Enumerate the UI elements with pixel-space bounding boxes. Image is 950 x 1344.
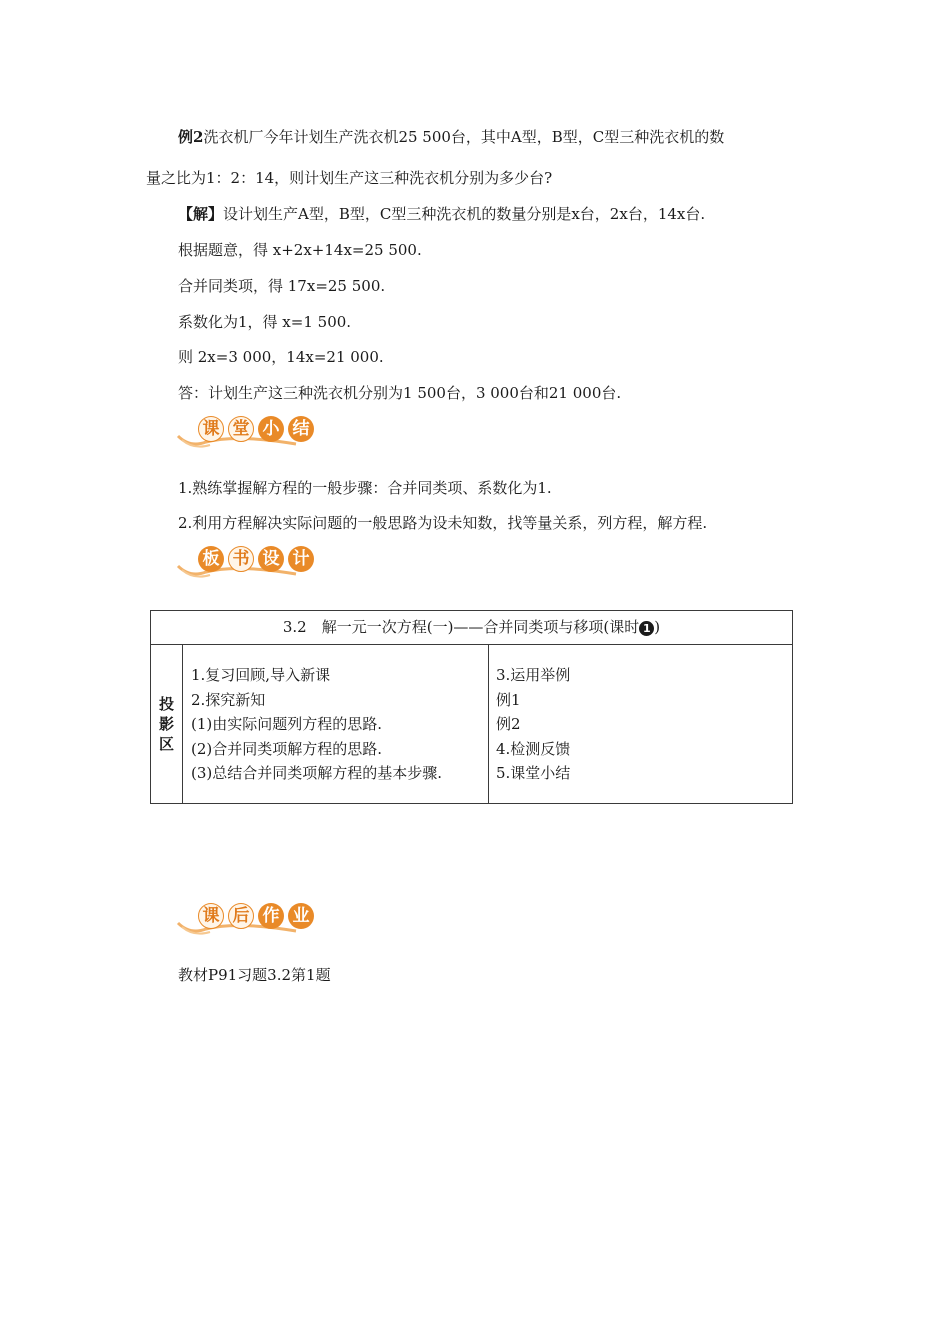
- board-left-item: (3)总结合并同类项解方程的基本步骤.: [191, 764, 443, 783]
- summary-item1: 1.熟练掌握解方程的一般步骤：合并同类项、系数化为1.: [178, 479, 552, 497]
- homework-banner-char: 作: [258, 903, 284, 929]
- board-banner-char: 书: [228, 546, 254, 572]
- board-left-item: (1)由实际问题列方程的思路.: [191, 715, 383, 734]
- summary-banner-char: 结: [288, 416, 314, 442]
- board-title-end: ): [654, 618, 661, 636]
- solution-answer: 答：计划生产这三种洗衣机分别为1 500台，3 000台和21 000台.: [178, 384, 622, 402]
- board-banner-char: 计: [288, 546, 314, 572]
- board-right-item: 例2: [496, 715, 521, 734]
- side-label-char: 投: [158, 694, 174, 713]
- board-design-table: [150, 610, 793, 804]
- summary-banner-char: 堂: [228, 416, 254, 442]
- board-banner-char: 设: [258, 546, 284, 572]
- solution-line5: 则 2x=3 000，14x=21 000.: [178, 348, 384, 366]
- board-left-item: 1.复习回顾,导入新课: [191, 666, 331, 684]
- projection-area-label: [151, 644, 183, 803]
- board-banner: [176, 544, 316, 584]
- board-left-item: (2)合并同类项解方程的思路.: [191, 739, 383, 758]
- lesson-number-badge: 1: [639, 621, 654, 636]
- column-divider: [488, 644, 489, 803]
- board-left-column: [191, 663, 442, 786]
- board-right-item: 例1: [496, 690, 521, 709]
- example2-line1: [178, 127, 724, 147]
- board-right-item: 3.运用举例: [496, 666, 571, 684]
- board-right-item: 5.课堂小结: [496, 764, 571, 783]
- solution-line1: [178, 204, 705, 224]
- board-right-column: [496, 663, 570, 786]
- summary-banner: [176, 414, 316, 454]
- board-title: [151, 611, 792, 645]
- board-banner-char: 板: [198, 546, 224, 572]
- board-right-item: 4.检测反馈: [496, 739, 571, 758]
- summary-banner-char: 课: [198, 416, 224, 442]
- solution-line2: 根据题意，得 x+2x+14x=25 500.: [178, 241, 422, 259]
- solution-text1: 设计划生产A型，B型，C型三种洗衣机的数量分别是x台，2x台，14x台.: [223, 205, 706, 223]
- homework-text: 教材P91习题3.2第1题: [178, 966, 331, 984]
- example2-label: 例2: [178, 128, 204, 146]
- board-left-item: 2.探究新知: [191, 690, 266, 709]
- summary-item2: 2.利用方程解决实际问题的一般思路为设未知数，找等量关系，列方程，解方程.: [178, 514, 708, 532]
- summary-banner-char: 小: [258, 416, 284, 442]
- example2-text1: 洗衣机厂今年计划生产洗衣机25 500台，其中A型，B型，C型三种洗衣机的数: [203, 128, 725, 146]
- solution-line4: 系数化为1，得 x=1 500.: [178, 313, 352, 331]
- solution-label: 【解】: [178, 205, 224, 223]
- homework-banner-char: 课: [198, 903, 224, 929]
- board-title-text: 3.2 解一元一次方程(一)——合并同类项与移项(课时: [282, 618, 640, 636]
- homework-banner: [176, 901, 316, 941]
- example2-line2: 量之比为1：2：14，则计划生产这三种洗衣机分别为多少台?: [146, 169, 553, 187]
- homework-banner-char: 业: [288, 903, 314, 929]
- side-label-char: 区: [158, 734, 174, 753]
- homework-banner-char: 后: [228, 903, 254, 929]
- solution-line3: 合并同类项，得 17x=25 500.: [178, 277, 386, 295]
- side-label-char: 影: [158, 714, 174, 733]
